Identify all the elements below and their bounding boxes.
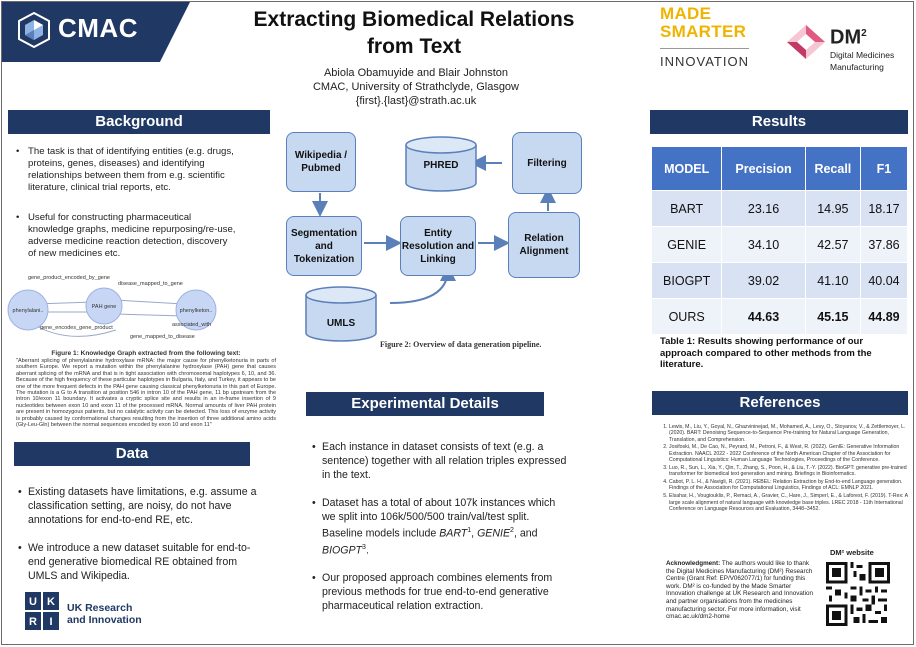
data-bullet-2: • We introduce a new dataset suitable for end-to-end generative biomedical RE obtained from UMLS and Wikipedia.: [18, 541, 266, 583]
table-row: GENIE 34.10 42.57 37.86: [652, 227, 908, 263]
reference-item: 4. Cabot, P. L. H., & Navigli, R. (2021). REBEL: Relation Extraction by End-to-end Language generation. Findings of the Association for Computational Linguistics, Findings of ACL: EMNLP 2021.: [669, 479, 908, 492]
dm2-logo-text: $DM^2$ Digital Medicines Manufacturing: [830, 26, 895, 72]
reference-item: 1. Lewis, M., Liu, Y., Goyal, N., Ghazvininejad, M., Mohamed, A., Levy, O., Stoyanov, V., & Zettlemoyer, L. (2020). BART: Denoising Sequence-to-Sequence Pre-training for Natural Language Generation, Translation, and Comprehension.: [669, 424, 908, 443]
graph-edge-label-4: gene_mapped_to_disease: [130, 334, 195, 340]
col-f1: F1: [860, 147, 907, 191]
graph-node-phenylalanine: phenylalani..: [12, 308, 44, 314]
svg-text:K: K: [47, 596, 55, 608]
graph-edge-label-3: gene_encodes_gene_product: [40, 325, 113, 331]
umls-database-icon: [306, 287, 376, 341]
authors: Abiola Obamuyide and Blair Johnston: [323, 67, 509, 79]
pipeline-entity-resolution: Entity Resolution and Linking: [400, 216, 476, 276]
references-list: [660, 424, 908, 514]
table-row: OURS 44.63 45.15 44.89: [652, 299, 908, 335]
ukri-logo-text: UK Research and Innovation: [67, 602, 142, 626]
svg-text:R: R: [29, 616, 37, 628]
results-table: [651, 146, 908, 335]
qr-code-icon[interactable]: [826, 562, 890, 626]
pipeline-wikipedia-pubmed: Wikipedia / Pubmed: [286, 132, 356, 192]
references-heading: References: [652, 391, 908, 415]
data-bullets: [18, 485, 266, 597]
background-bullet-1: • The task is that of identifying entities (e.g. drugs, proteins, genes, diseases) and identifying relationships between them from e.g. scientific literature, clinical trial reports, etc.: [16, 146, 236, 194]
results-header-row: [652, 147, 908, 191]
graph-node-phenylketonuria: phenylketon..: [179, 308, 213, 314]
graph-node-pah-gene: PAH gene: [91, 304, 117, 310]
table-row: BART 23.16 14.95 18.17: [652, 191, 908, 227]
figure-1-caption: Figure 1: Knowledge Graph extracted from the following text: "Aberrant splicing of phenylalanine hydroxylase mRNA: the major cause for phenylketonuria in parts of southern Europe. We report a mutation within the phenylalanine hydroxylase (PAH) gene that causes aberrant splicing of the mRNA and that is in tight association with chromosomal haplotypes 6, 10, and 36. Because of the high frequency of these particular haplotypes in Bulgaria, Italy, and Turkey, it appears to be one of the more frequent defects in the PAH gene causing classical phenylketonuria in this part of Europe. The mutation is a G to A transition at position 546 in intron 10 of the PAH gene, 11 bp upstream from the intron 10/exon 11 boundary. It activates a cryptic splice site and results in an in-frame insertion of 9 nucleotides between exon 10 and exon 11 of the processed mRNA. Normal amounts of liver PAH protein are present in homozygous patients, but no catalytic activity can be detected. This loss of enzyme activity is probably caused by conformational changes resulting from the insertion of three additional amino acids (Gly-Leu-Gln) between the normal sequences encoded by exon 10 and exon 11": [16, 350, 276, 429]
reference-item: 2. Josifoski, M., De Cao, N., Peyrard, M., Petroni, F., & West, R. (2022). GenIE: Generative Information Extraction. NAACL 2022 - 2022 Conference of the North American Chapter of the Association for Computational Linguistics: Human Language Technologies, Proceedings of the Conference.: [669, 444, 908, 463]
graph-edge-label-1: gene_product_encoded_by_gene: [28, 275, 110, 281]
data-bullet-1: • Existing datasets have limitations, e.g. assume a classification setting, are noisy, do not have annotations for end-to-end RE, etc.: [18, 485, 266, 527]
graph-edge-label-5: associated_with: [172, 322, 212, 328]
experimental-bullet-3: • Our proposed approach combines elements from previous methods for true end-to-end generative pharmaceutical relation extraction.: [312, 571, 570, 613]
author-block: [236, 66, 596, 108]
affiliation: CMAC, University of Strathclyde, Glasgow: [312, 81, 519, 93]
figure-2-caption: Figure 2: Overview of data generation pipeline.: [380, 340, 542, 349]
col-model: MODEL: [652, 147, 722, 191]
background-heading: Background: [8, 110, 270, 134]
graph-edge-label-2: disease_mapped_to_gene: [118, 281, 183, 287]
reference-item: 3. Luo, R., Sun, L., Xia, Y., Qin, T., Zhang, S., Poon, H., & Liu, T.-Y. (2022). BioGPT: generative pre-trained transformer for biomedical text generation and mining. Briefings in Bioinformatics.: [669, 465, 908, 478]
experimental-bullet-2: • Dataset has a total of about 107k instances which we split into 106k/500/500 train/val/test split. Baseline models include BART$^1$, GENIE$^2$, and BIOGPT$^3$.: [312, 496, 570, 557]
col-precision: Precision: [722, 147, 805, 191]
pipeline-filtering: Filtering: [512, 132, 582, 194]
experimental-bullets: [312, 440, 570, 627]
pipeline-segmentation: Segmentation and Tokenization: [286, 216, 362, 276]
experimental-bullet-1: • Each instance in dataset consists of text (e.g. a sentence) together with all relation triples expressed in the text.: [312, 440, 570, 482]
experimental-heading: Experimental Details: [306, 392, 544, 416]
reference-item: 5. Elsahar, H., Vougiouklis, P., Remaci, A., Gravier, C., Hare, J., Simperl, E., & Laforest, F. (2019). T-Rex: A large scale alignment of natural language with knowledge base triples. LREC 2018 - 11th International Conference on Language Resources and Evaluation, 3448–3452.: [669, 493, 908, 512]
email: {first}.{last}@strath.ac.uk: [355, 95, 477, 107]
cmac-logo-icon: [16, 12, 52, 48]
pipeline-umls-label: UMLS: [326, 318, 356, 329]
background-bullets: [16, 146, 236, 275]
pipeline-relation-alignment: Relation Alignment: [508, 212, 580, 278]
qr-label: DM² website: [830, 548, 874, 557]
poster-title: Extracting Biomedical Relations from Text: [253, 8, 575, 58]
svg-text:U: U: [29, 596, 37, 608]
table-1-caption: Table 1: Results showing performance of our approach compared to other methods from the literature.: [660, 336, 872, 370]
col-recall: Recall: [805, 147, 860, 191]
svg-text:I: I: [49, 616, 53, 628]
dm2-logo-icon: [786, 24, 826, 60]
knowledge-graph-figure: [6, 272, 236, 346]
data-heading: Data: [14, 442, 250, 466]
background-bullet-2: • Useful for constructing pharmaceutical knowledge graphs, medicine repurposing/re-use, adverse medicine reaction detection, discovery of new medicines etc.: [16, 212, 236, 260]
table-row: BIOGPT 39.02 41.10 40.04: [652, 263, 908, 299]
ukri-logo-icon: [25, 592, 59, 630]
cmac-logo-text: CMAC: [58, 13, 138, 43]
pipeline-phred-label: PHRED: [423, 160, 459, 171]
made-smarter-logo: MADE SMARTER INNOVATION: [660, 4, 749, 69]
acknowledgment: Acknowledgment: The authors would like to thank the Digital Medicines Manufacturing (DM²) Research Centre (Grant Ref: EP/V062077/1) for funding this work. DM² is co-funded by the Made Smarter Innovation challenge at UK Research and Innovation and partner organisations from the medicines manufacturing sector. For more information, visit cmac.ac.uk/dm2-home: [666, 560, 814, 621]
results-heading: Results: [650, 110, 908, 134]
